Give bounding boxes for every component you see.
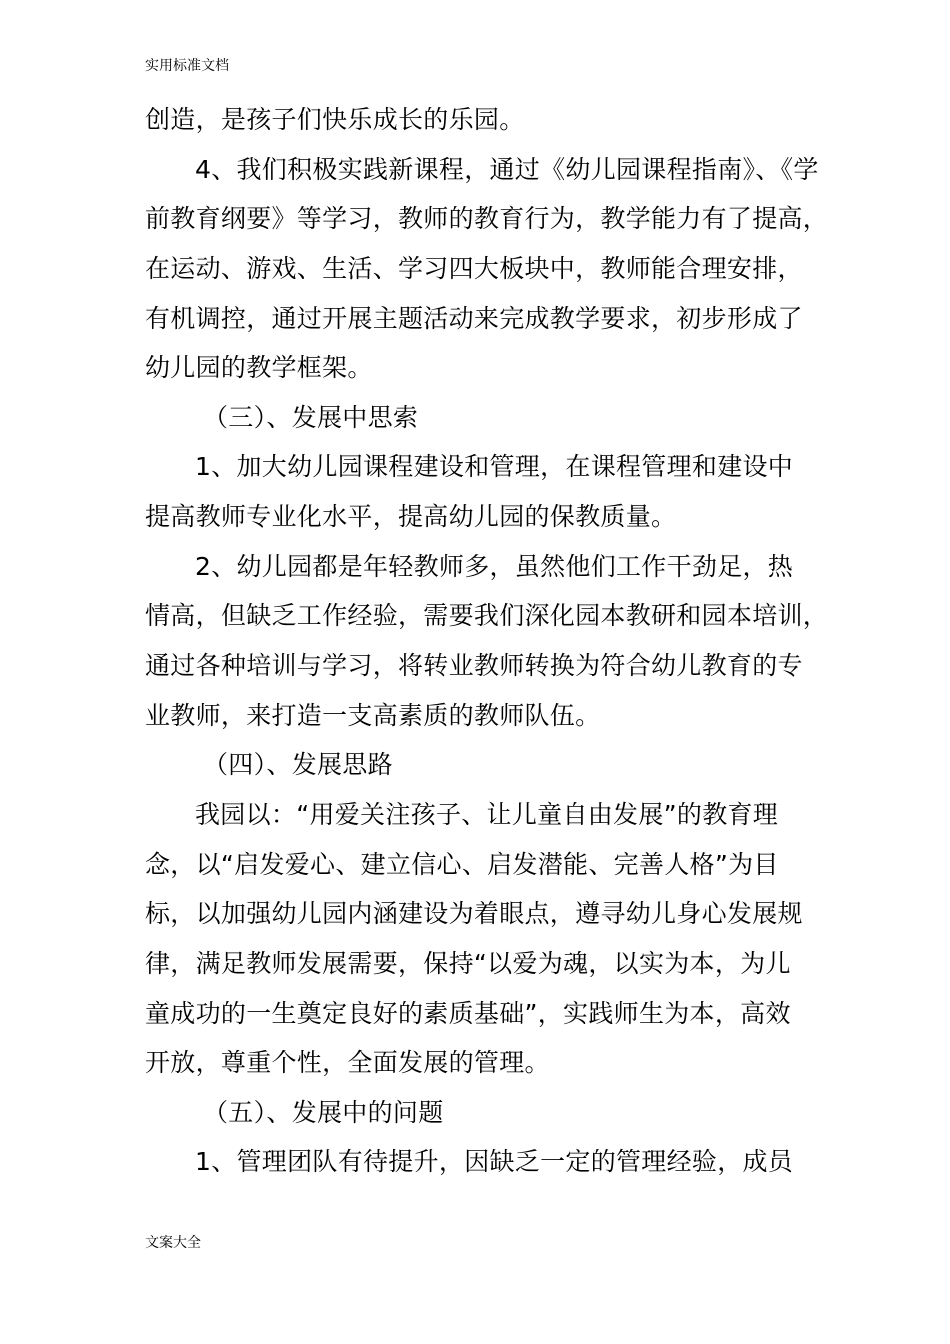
paragraph-line: 2、幼儿园都是年轻教师多，虽然他们工作干劲足，热 (195, 551, 794, 581)
paragraph-line: 在运动、游戏、生活、学习四大板块中，教师能合理安排， (145, 253, 803, 283)
section-heading: （五）、发展中的问题 (203, 1097, 444, 1127)
paragraph-line: 1、管理团队有待提升，因缺乏一定的管理经验，成员 (195, 1147, 794, 1177)
paragraph-line: 前教育纲要》等学习，教师的教育行为，教学能力有了提高， (145, 204, 829, 234)
paragraph-line: 业教师，来打造一支高素质的教师队伍。 (145, 700, 601, 730)
paragraph-line: 念，以“启发爱心、建立信心、启发潜能、完善人格”为目 (145, 849, 779, 879)
section-heading: （三）、发展中思索 (203, 402, 419, 432)
paragraph-line: 标，以加强幼儿园内涵建设为着眼点，遵寻幼儿身心发展规 (145, 899, 803, 929)
paragraph-line: 幼儿园的教学框架。 (145, 353, 373, 383)
section-heading: （四）、发展思路 (203, 750, 393, 780)
paragraph-line: 律，满足教师发展需要，保持“以爱为魂，以实为本，为儿 (145, 948, 791, 978)
paragraph-line: 通过各种培训与学习，将转业教师转换为符合幼儿教育的专 (145, 651, 803, 681)
page-footer: 文案大全 (145, 1235, 201, 1251)
page-header: 实用标准文档 (145, 58, 229, 74)
paragraph-line: 童成功的一生奠定良好的素质基础”，实践师生为本，高效 (145, 998, 791, 1028)
paragraph-line: 提高教师专业化水平，提高幼儿园的保教质量。 (145, 502, 677, 532)
paragraph-line: 创造，是孩子们快乐成长的乐园。 (145, 105, 525, 134)
paragraph-line: 我园以：“用爱关注孩子、让儿童自由发展”的教育理 (195, 799, 779, 829)
paragraph-line: 4、我们积极实践新课程，通过《幼儿园课程指南》、《学 (195, 154, 819, 184)
paragraph-line: 有机调控，通过开展主题活动来完成教学要求，初步形成了 (145, 303, 803, 333)
document-body (145, 95, 829, 1187)
paragraph-line: 开放，尊重个性，全面发展的管理。 (145, 1048, 550, 1078)
paragraph-line: 1、加大幼儿园课程建设和管理，在课程管理和建设中 (195, 452, 794, 482)
paragraph-line: 情高，但缺乏工作经验，需要我们深化园本教研和园本培训， (145, 601, 829, 631)
